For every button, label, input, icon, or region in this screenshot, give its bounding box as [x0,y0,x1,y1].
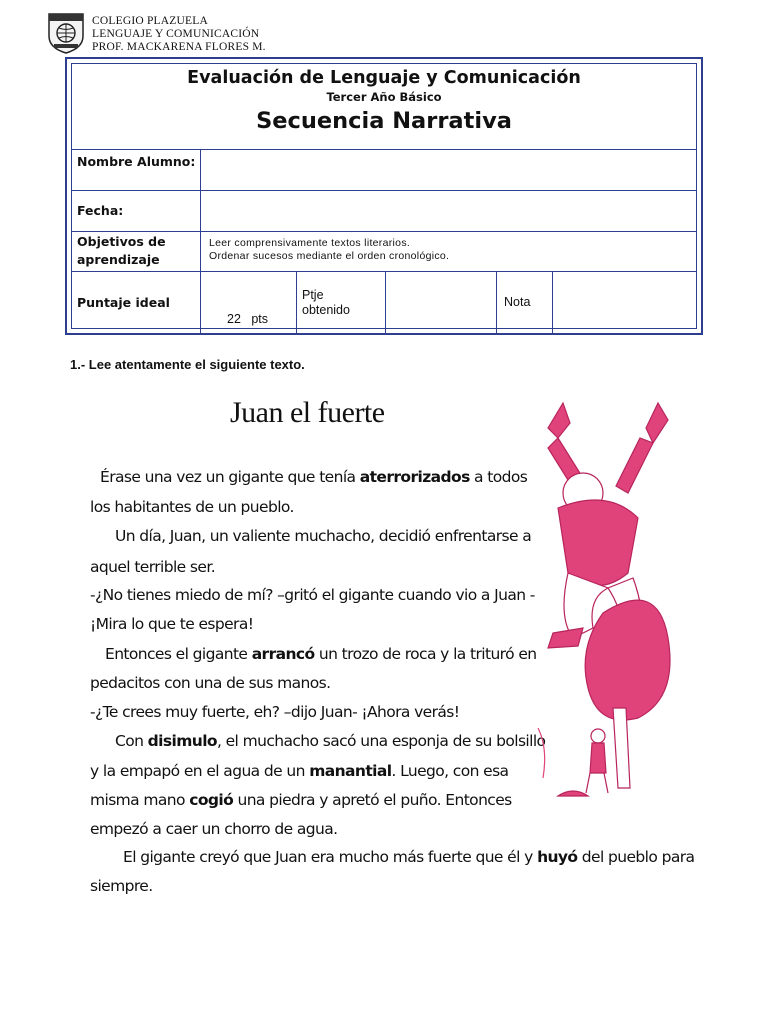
score-row [72,272,696,333]
vocabulary-keyword: huyó [537,848,578,866]
question-1-instruction: 1.- Lee atentamente el siguiente texto. [70,357,305,372]
story-text-segment: a todos [469,468,528,486]
objectives-row [72,232,696,272]
score-number: 22 [227,312,241,326]
story-text-segment: siempre. [90,877,153,895]
story-line [100,468,527,486]
date-field[interactable] [202,191,696,231]
story-text-segment: Con [115,732,148,750]
teacher-name: PROF. MACKARENA FLORES M. [92,41,266,53]
story-text-segment: del pueblo para [577,848,695,866]
story-line [90,586,535,604]
objectives-label: Objetivos de aprendizaje [72,232,201,271]
story-text-segment: Un día, Juan, un valiente muchacho, decidió enfrentarse a [115,527,532,545]
story-text-segment: pedacitos con una de sus manos. [90,674,331,692]
giant-illustration-icon [518,398,678,818]
date-label: Fecha: [72,191,201,231]
story-text-segment: y la empapó en el agua de un [90,762,310,780]
story-text-segment: una piedra y apretó el puño. Entonces [233,791,512,809]
story-line [90,615,253,633]
vocabulary-keyword: disimulo [147,732,217,750]
story-line [105,645,536,663]
story-text-segment: Érase una vez un gigante que tenía [100,468,360,486]
vocabulary-keyword: arrancó [251,645,315,663]
objective-1: Leer comprensivamente textos literarios. [209,237,411,249]
story-text-segment: los habitantes de un pueblo. [90,498,294,516]
story-line [115,527,531,545]
grade-label: Nota [504,295,531,309]
score-label: Puntaje ideal [72,272,201,333]
story-line [115,732,545,750]
story-line [90,820,337,838]
evaluation-header-table [65,57,703,335]
evaluation-title: Evaluación de Lenguaje y Comunicación [187,68,581,88]
story-text-segment: El gigante creyó que Juan era mucho más fuerte que él y [123,848,538,866]
story-line [90,877,153,895]
story-text-segment: empezó a caer un chorro de agua. [90,820,338,838]
story-text-segment: -¿Te crees muy fuerte, eh? –dijo Juan- ¡Ahora verás! [90,703,460,721]
score-unit: pts [251,312,269,326]
story-line [90,703,459,721]
divider [552,272,553,333]
story-text-segment: . Luego, con esa [391,762,509,780]
school-info [92,15,266,54]
school-name: COLEGIO PLAZUELA [92,15,208,27]
objective-2: Ordenar sucesos mediante el orden cronológico. [209,250,450,262]
story-text-segment: , el muchacho sacó una esponja de su bolsillo [216,732,546,750]
story-line [90,498,294,516]
name-field[interactable] [202,150,696,190]
story-text-segment: aquel terrible ser. [90,558,216,576]
story-line [90,558,215,576]
name-row [72,150,696,191]
story-line [90,674,330,692]
story-text-segment: un trozo de roca y la trituró en [314,645,537,663]
divider [385,272,386,333]
vocabulary-keyword: aterrorizados [359,468,470,486]
story-line [90,762,508,780]
obtained-label: Ptje obtenido [302,288,350,317]
story-line [90,791,512,809]
score-value [227,312,268,327]
title-block [72,64,696,150]
story-text-segment: ¡Mira lo que te espera! [90,615,254,633]
school-crest-icon [46,12,86,54]
vocabulary-keyword: manantial [309,762,392,780]
divider [296,272,297,333]
vocabulary-keyword: cogió [189,791,234,809]
story-title: Juan el fuerte [230,396,385,429]
divider [496,272,497,333]
grade-level: Tercer Año Básico [326,90,442,104]
name-label: Nombre Alumno: [72,150,201,190]
date-row [72,191,696,232]
story-text-segment: -¿No tienes miedo de mí? –gritó el gigante cuando vio a Juan - [90,586,535,604]
subject-name: LENGUAJE Y COMUNICACIÓN [92,28,260,40]
evaluation-subtitle: Secuencia Narrativa [256,108,512,134]
story-text-segment: misma mano [90,791,190,809]
school-header [46,12,346,60]
objectives-text [202,232,696,271]
story-line [123,848,694,866]
story-text-segment: Entonces el gigante [105,645,252,663]
